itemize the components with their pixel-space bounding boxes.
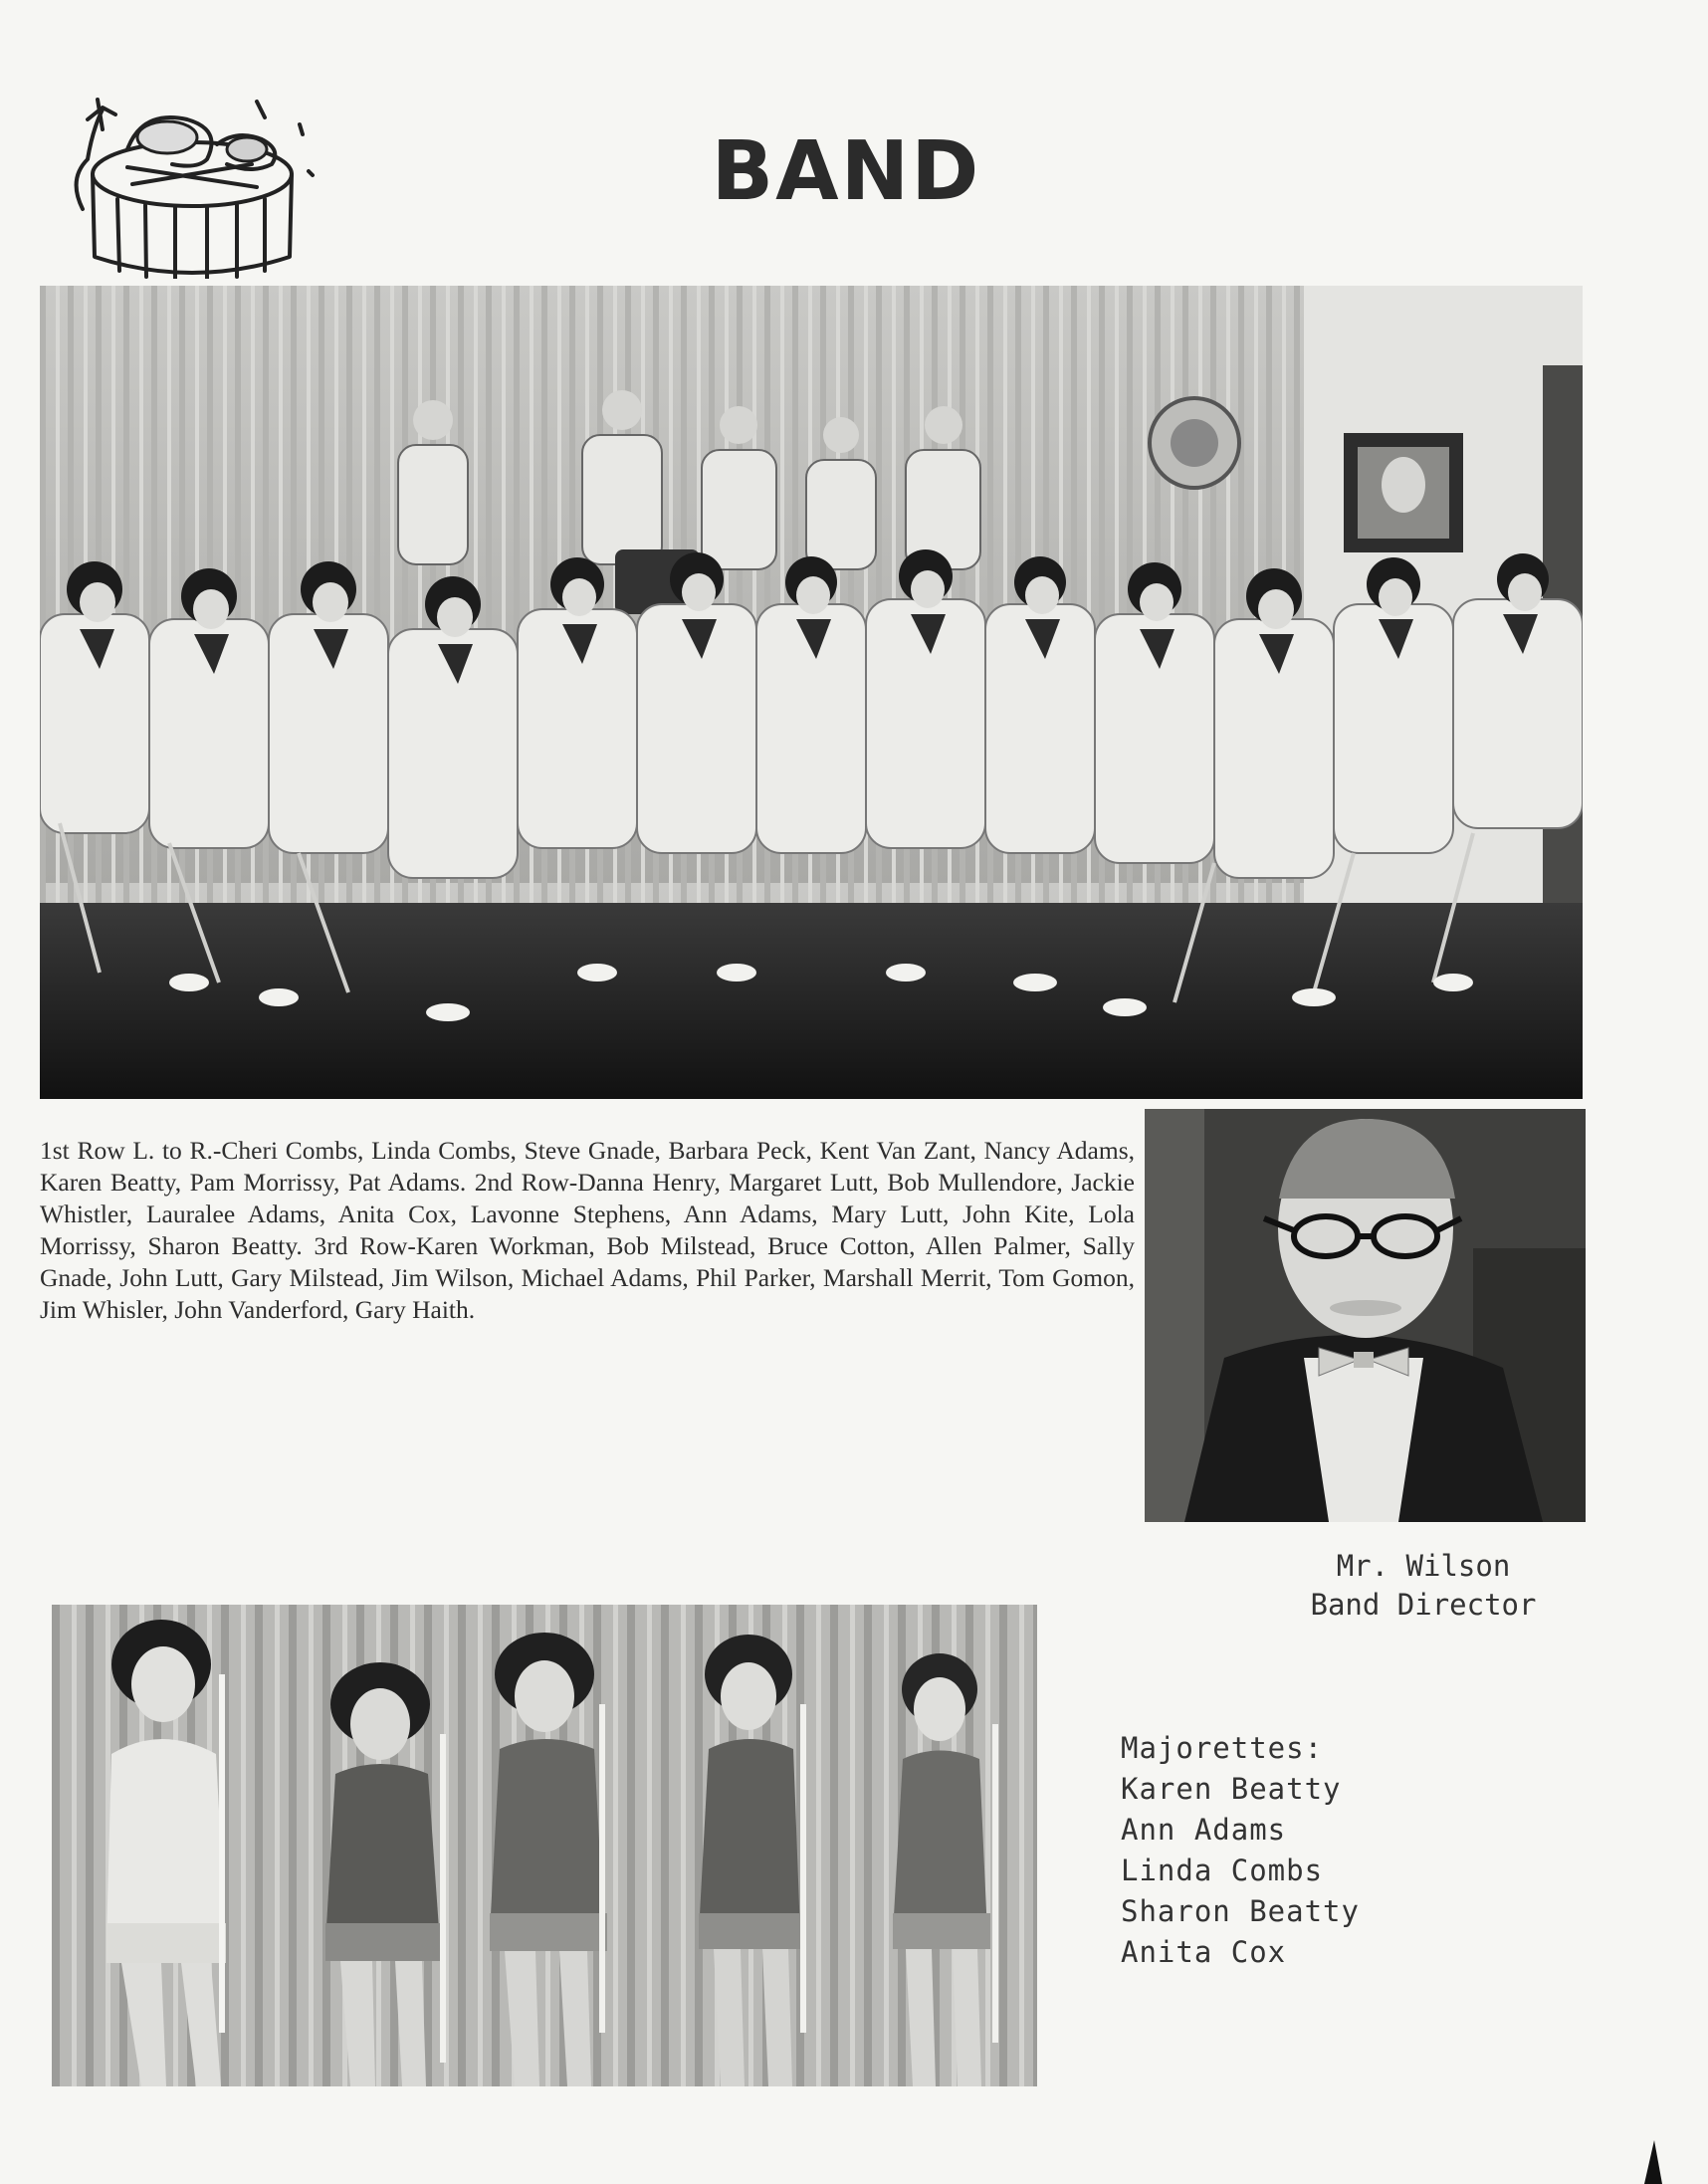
director-caption — [1234, 1547, 1612, 1625]
majorette-name: Ann Adams — [1121, 1813, 1287, 1847]
majorette-name: Sharon Beatty — [1121, 1894, 1360, 1928]
page-title: BAND — [711, 124, 981, 219]
majorettes-list — [1121, 1728, 1599, 1973]
majorette-name: Anita Cox — [1121, 1935, 1287, 1969]
page-corner-mark — [1640, 2140, 1670, 2184]
majorettes-photo — [52, 1605, 1037, 2086]
director-name: Mr. Wilson — [1336, 1549, 1511, 1583]
majorettes-heading: Majorettes: — [1121, 1731, 1324, 1765]
majorette-name: Karen Beatty — [1121, 1772, 1342, 1806]
director-role: Band Director — [1310, 1588, 1537, 1622]
director-photo — [1145, 1109, 1586, 1522]
band-members-caption: 1st Row L. to R.-Cheri Combs, Linda Combs, Steve Gnade, Barbara Peck, Kent Van Zant, Nancy Adams, Karen Beatty, Pam Morrissy, Pat Adams. 2nd Row-Danna Henry, Margaret Lutt, Bob Mullendore, Jackie Whistler, Lauralee Adams, Anita Cox, Lavonne Stephens, Ann Adams, Mary Lutt, John Kite, Lola Morrissy, Sharon Beatty. 3rd Row-Karen Workman, Bob Milstead, Bruce Cotton, Allen Palmer, Sally Gnade, John Lutt, Gary Milstead, Jim Wilson, Michael Adams, Phil Parker, Marshall Merrit, Tom Gomon, Jim Whisler, John Vanderford, Gary Haith. — [40, 1136, 1135, 1324]
majorette-name: Linda Combs — [1121, 1854, 1324, 1887]
band-group-photo — [40, 286, 1583, 1099]
drum-illustration — [58, 90, 326, 279]
